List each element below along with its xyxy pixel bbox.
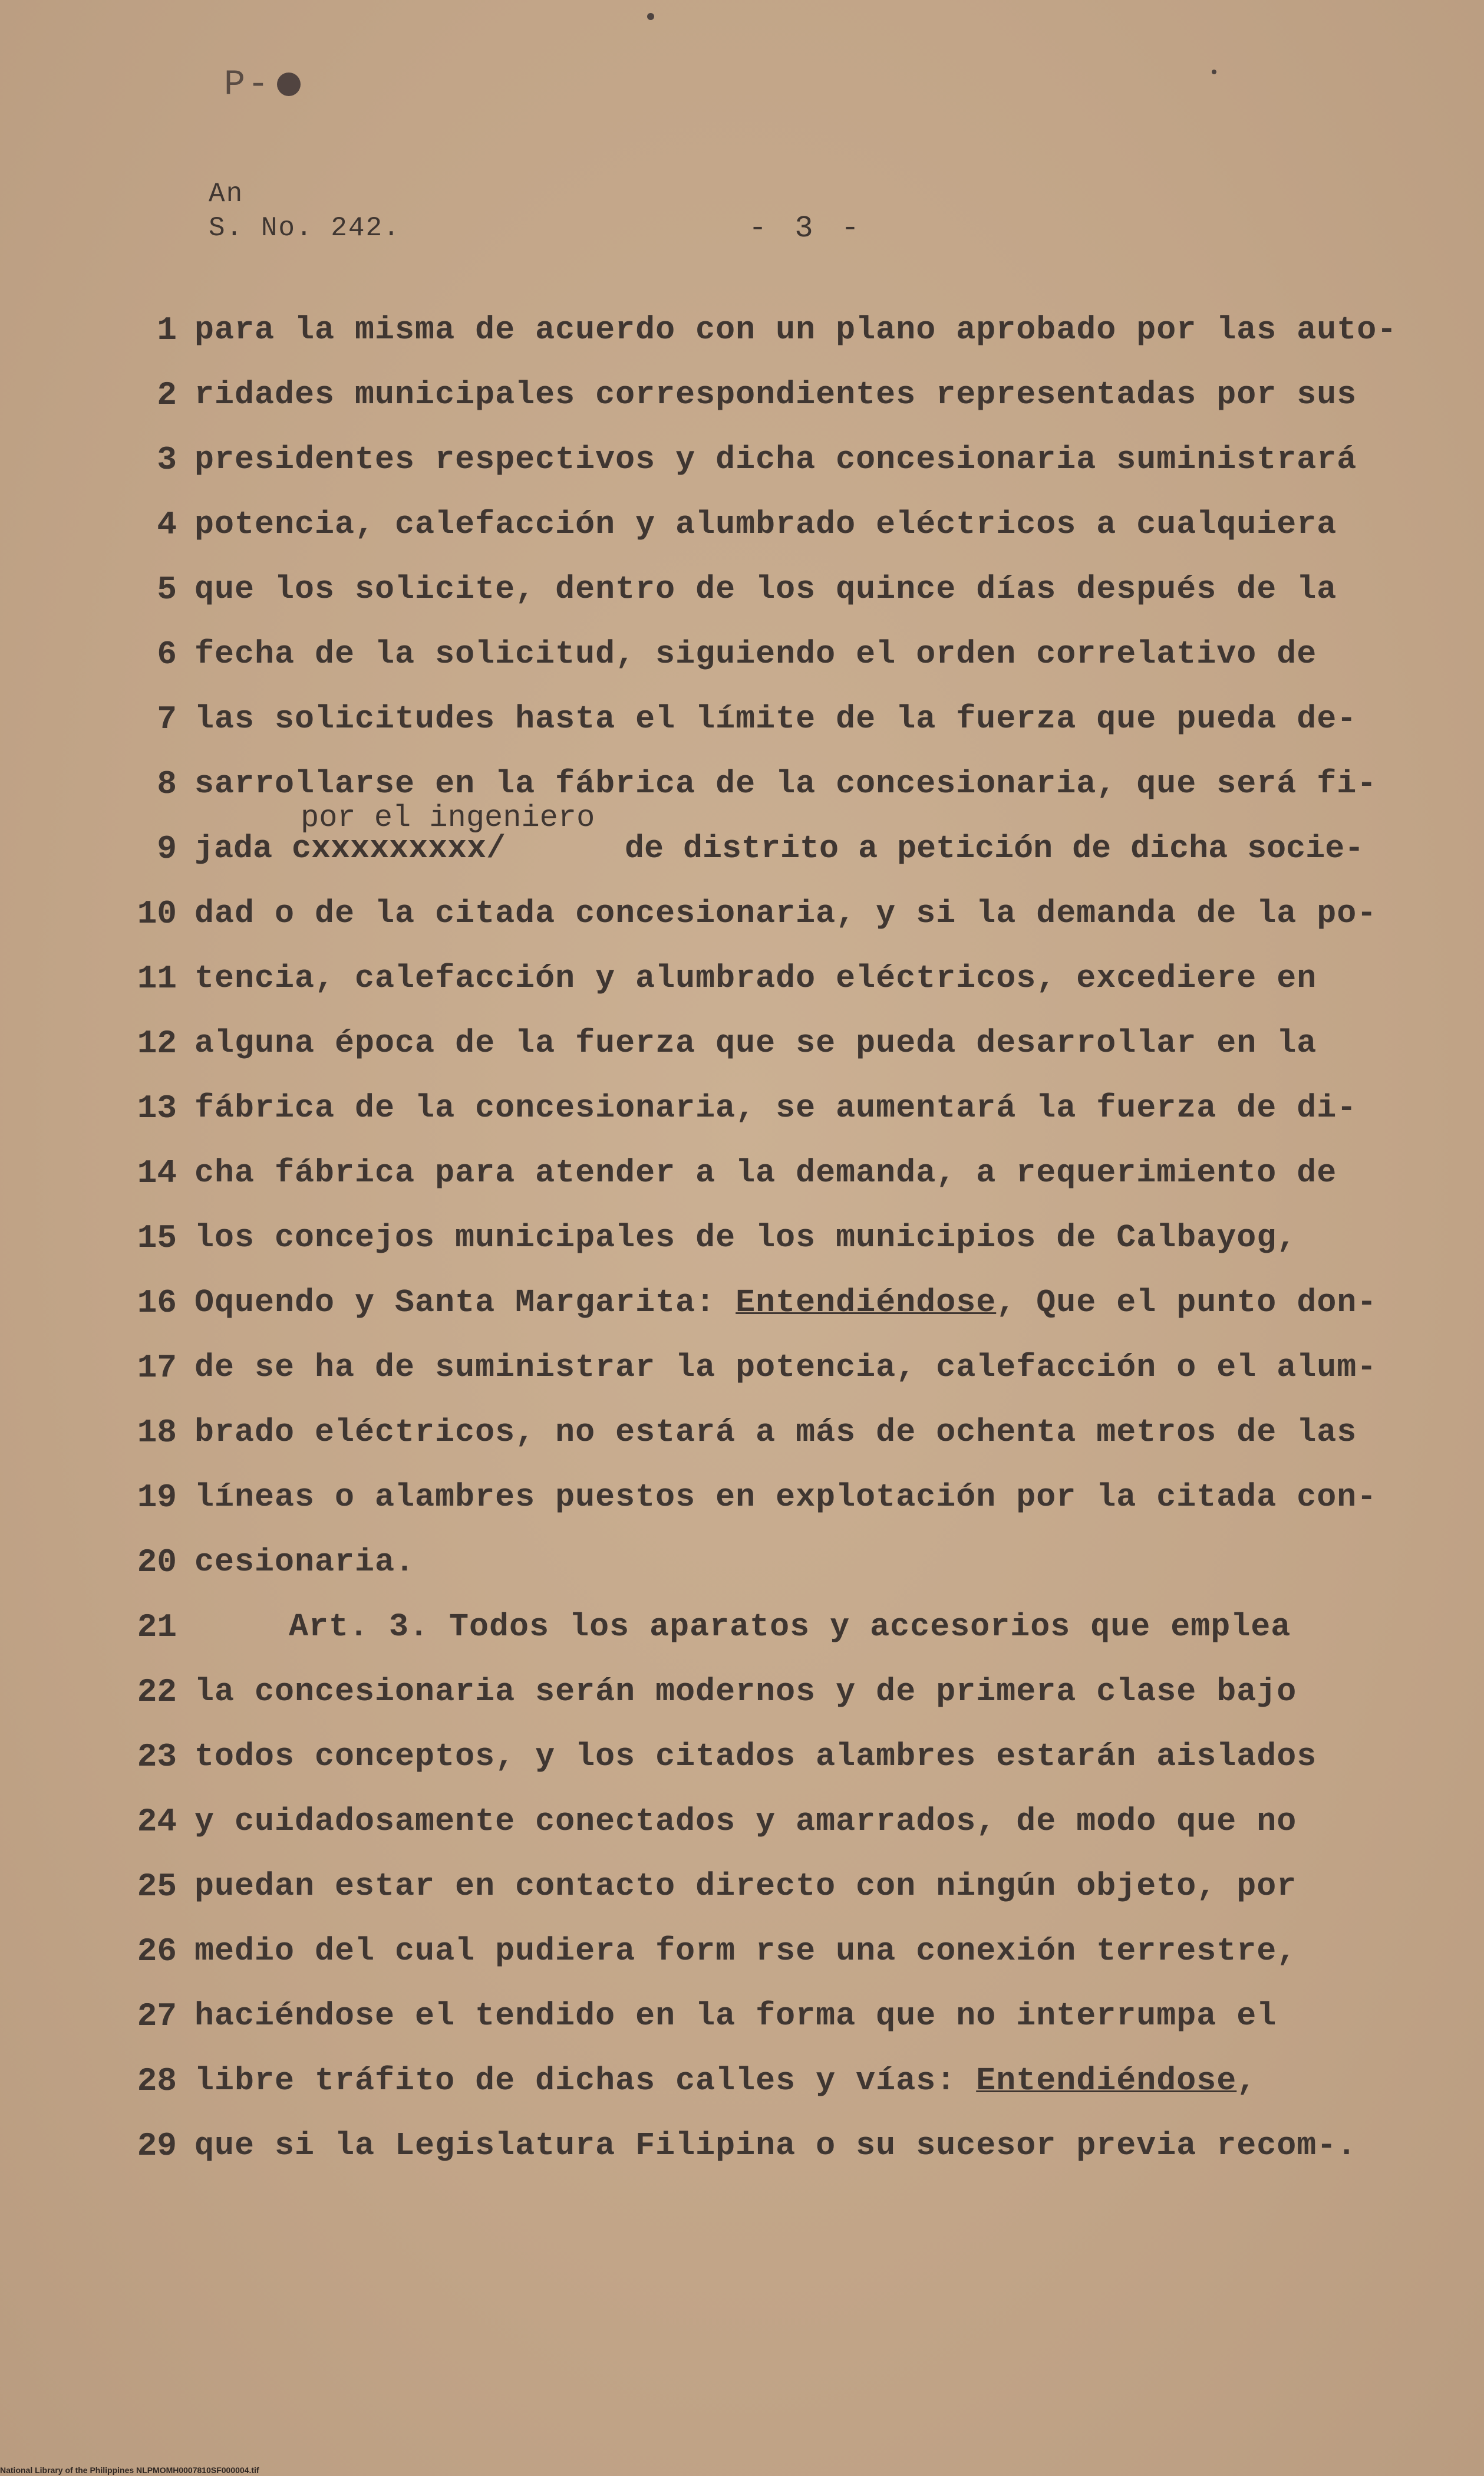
line-text: para la misma de acuerdo con un plano aprobado por las auto-: [194, 311, 1397, 348]
line-text: potencia, calefacción y alumbrado eléctricos a cualquiera: [194, 506, 1337, 543]
line-number: 23: [137, 1738, 177, 1776]
line-text-before: Oquendo y Santa Margarita:: [194, 1284, 736, 1321]
line-text-before: jada: [194, 830, 273, 867]
line-text: que si la Legislatura Filipina o su sucesor previa recom-.: [194, 2127, 1357, 2164]
line-text: medio del cual pudiera form rse una conexión terrestre,: [194, 1932, 1297, 1970]
bill-number: S. No. 242.: [209, 213, 401, 243]
line-text: Art. 3. Todos los aparatos y accesorios que emplea: [289, 1608, 1291, 1645]
line-number: 28: [137, 2062, 177, 2100]
line-text: cha fábrica para atender a la demanda, a requerimiento de: [194, 1154, 1337, 1191]
line-text: que los solicite, dentro de los quince días después de la: [194, 571, 1337, 608]
line-number: 8: [157, 765, 177, 803]
top-handwritten-mark: [224, 65, 301, 105]
line-text: dad o de la citada concesionaria, y si la demanda de la po-: [194, 895, 1377, 932]
line-number: 6: [157, 636, 177, 673]
top-mark-text: P-: [224, 65, 272, 105]
line-number: 26: [137, 1932, 177, 1970]
ink-speck-icon: [1212, 70, 1216, 74]
interlinear-insertion: por el ingeniero: [301, 801, 595, 835]
line-number: 5: [157, 571, 177, 608]
line-number: 12: [137, 1025, 177, 1062]
line-number: 17: [137, 1349, 177, 1387]
line-number: 25: [137, 1868, 177, 1905]
line-number: 9: [157, 830, 177, 868]
line-text-before: libre tráfito de dichas calles y vías:: [194, 2062, 977, 2099]
line-number: 19: [137, 1479, 177, 1516]
underlined-term: Entendiéndose: [976, 2062, 1237, 2099]
underlined-term: Entendiéndose: [736, 1284, 997, 1321]
line-number: 18: [137, 1414, 177, 1451]
line-text: sarrollarse en la fábrica de la concesionaria, que será fi-: [194, 765, 1377, 802]
line-text-after: de distrito a petición de dicha socie-: [625, 830, 1364, 867]
line-text: puedan estar en contacto directo con ningún objeto, por: [194, 1868, 1297, 1905]
line-number: 7: [157, 700, 177, 738]
line-number: 1: [157, 311, 177, 349]
line-text-after: ,: [1236, 2062, 1257, 2099]
line-text: líneas o alambres puestos en explotación por la citada con-: [194, 1479, 1377, 1516]
line-text: haciéndose el tendido en la forma que no interrumpa el: [194, 1997, 1277, 2034]
line-number: 22: [137, 1673, 177, 1711]
line-number: 16: [137, 1284, 177, 1322]
line-number: 10: [137, 895, 177, 933]
header-line-1: An: [209, 179, 244, 209]
line-number: 3: [157, 441, 177, 479]
line-text: los concejos municipales de los municipios de Calbayog,: [194, 1219, 1297, 1256]
line-text: [194, 1279, 1377, 1326]
line-number: 2: [157, 376, 177, 414]
line-number: 21: [137, 1608, 177, 1646]
line-text: de se ha de suministrar la potencia, calefacción o el alum-: [194, 1349, 1377, 1386]
line-text: ridades municipales correspondientes representadas por sus: [194, 376, 1357, 413]
line-number: 11: [137, 960, 177, 997]
line-number: 20: [137, 1543, 177, 1581]
line-text: presidentes respectivos y dicha concesionaria suministrará: [194, 441, 1357, 478]
archive-footer: National Library of the Philippines NLPMOMH0007810SF000004.tif: [0, 2465, 259, 2475]
line-number: 15: [137, 1219, 177, 1257]
line-number: 29: [137, 2127, 177, 2165]
line-text: alguna época de la fuerza que se pueda desarrollar en la: [194, 1025, 1317, 1062]
page-number: - 3 -: [748, 211, 865, 246]
line-text: fecha de la solicitud, siguiendo el orden correlativo de: [194, 636, 1317, 673]
line-text: la concesionaria serán modernos y de primera clase bajo: [194, 1673, 1297, 1710]
line-text-after: , Que el punto don-: [996, 1284, 1377, 1321]
line-text: [194, 2057, 1257, 2105]
bill-header: [209, 177, 401, 245]
line-text: las solicitudes hasta el límite de la fuerza que pueda de-: [194, 700, 1357, 737]
line-text: todos conceptos, y los citados alambres estarán aislados: [194, 1738, 1317, 1775]
line-number: 13: [137, 1089, 177, 1127]
line-number: 4: [157, 506, 177, 544]
line-text: y cuidadosamente conectados y amarrados, de modo que no: [194, 1803, 1297, 1840]
line-text: tencia, calefacción y alumbrado eléctricos, excediere en: [194, 960, 1317, 997]
line-number: 27: [137, 1997, 177, 2035]
ink-speck-icon: [647, 13, 654, 20]
line-number: 24: [137, 1803, 177, 1840]
line-text: cesionaria.: [194, 1543, 415, 1581]
line-text: fábrica de la concesionaria, se aumentará la fuerza de di-: [194, 1089, 1357, 1127]
line-number: 14: [137, 1154, 177, 1192]
line-text: brado eléctricos, no estará a más de ochenta metros de las: [194, 1414, 1357, 1451]
ink-blot-icon: [277, 73, 301, 96]
struck-out-text: cxxxxxxxxx/: [292, 830, 506, 867]
line-text: [194, 825, 506, 872]
